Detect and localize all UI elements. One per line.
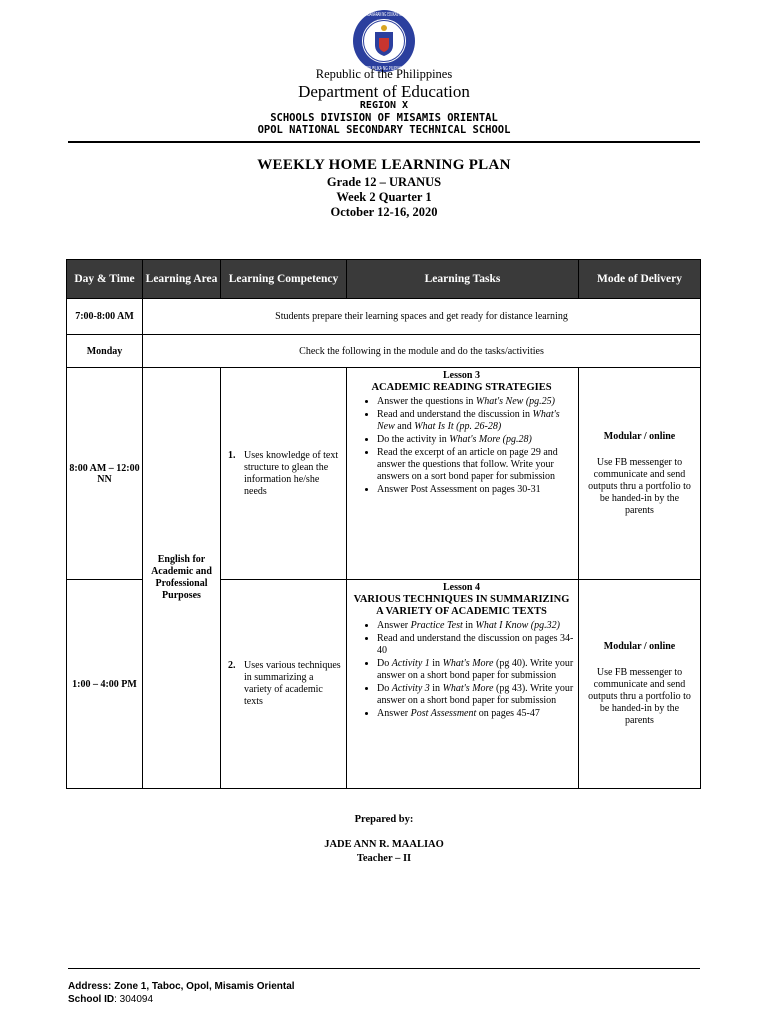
table-row bbox=[67, 335, 701, 368]
list-item: • Do Activity 3 in What's More (pg 43). Write your answer on a short bond paper for submission bbox=[377, 683, 574, 707]
competency-text: Uses knowledge of text structure to glean the information he/she needs bbox=[244, 449, 339, 497]
learning-area-cell: English for Academic and Professional Purposes bbox=[143, 368, 221, 789]
table-row bbox=[67, 299, 701, 335]
mode-text: Use FB messenger to communicate and send outputs thru a portfolio to be handed-in by the parents bbox=[588, 456, 691, 516]
list-item: • Read and understand the discussion on pages 34-40 bbox=[377, 633, 574, 657]
lesson-title: ACADEMIC READING STRATEGIES bbox=[371, 381, 552, 393]
region-label: REGION X bbox=[359, 100, 409, 111]
am-competency-cell bbox=[221, 368, 347, 580]
address-text: Zone 1, Taboc, Opol, Misamis Oriental bbox=[114, 981, 295, 992]
division-label: SCHOOLS DIVISION OF MISAMIS ORIENTAL bbox=[270, 112, 498, 124]
list-item: • Answer Post Assessment on pages 45-47 bbox=[377, 708, 574, 720]
competency-text: Uses various techniques in summarizing a variety of academic texts bbox=[244, 660, 341, 707]
prepared-by-label: Prepared by: bbox=[354, 814, 414, 825]
seal-text-bottom: REPUBLIKA NG PILIPINAS bbox=[364, 66, 404, 72]
teacher-name: JADE ANN R. MAALIAO bbox=[324, 839, 444, 850]
pm-time-cell: 1:00 – 4:00 PM bbox=[67, 580, 143, 789]
mode-text: Use FB messenger to communicate and send outputs thru a portfolio to be handed-in by the parents bbox=[588, 667, 691, 726]
competency-number: 1. bbox=[228, 449, 236, 461]
department-title: Department of Education bbox=[298, 82, 470, 101]
table-header-row bbox=[67, 260, 701, 299]
footer-divider bbox=[68, 968, 700, 969]
header-divider bbox=[68, 141, 700, 143]
header-mode-of-delivery: Mode of Delivery bbox=[579, 260, 701, 299]
task-list bbox=[349, 396, 574, 496]
pm-competency-cell bbox=[221, 580, 347, 789]
mode-title: Modular / online bbox=[603, 641, 676, 652]
am-mode-cell bbox=[579, 368, 701, 580]
header-learning-area: Learning Area bbox=[143, 260, 221, 299]
plan-title: WEEKLY HOME LEARNING PLAN bbox=[257, 157, 511, 173]
school-id-value: : 304094 bbox=[114, 994, 154, 1005]
list-item: • Read the excerpt of an article on page 29 and answer the questions that follow. Write your answers on a sort bond paper for submission bbox=[377, 447, 574, 483]
header-learning-tasks: Learning Tasks bbox=[347, 260, 579, 299]
address-label: Address: bbox=[68, 981, 112, 992]
list-item: • Answer Practice Test in What I Know (pg.32) bbox=[377, 620, 574, 632]
am-time-cell: 8:00 AM – 12:00 NN bbox=[67, 368, 143, 580]
deped-seal-logo bbox=[351, 8, 417, 74]
list-item: • Do the activity in What's More (pg.28) bbox=[377, 434, 574, 446]
list-item: • Read and understand the discussion in What's New and What Is It (pp. 26-28) bbox=[377, 409, 574, 433]
list-item: • Answer the questions in What's New (pg.25) bbox=[377, 396, 574, 408]
date-range: October 12-16, 2020 bbox=[330, 205, 438, 219]
competency-number: 2. bbox=[228, 660, 236, 671]
mode-title: Modular / online bbox=[603, 430, 676, 442]
learning-plan-table bbox=[66, 259, 701, 789]
table-row-am bbox=[67, 368, 701, 580]
monday-day-cell: Monday bbox=[67, 335, 143, 368]
prep-instructions-cell: Students prepare their learning spaces and get ready for distance learning bbox=[143, 299, 701, 335]
header-day-time: Day & Time bbox=[67, 260, 143, 299]
footer-address bbox=[68, 981, 295, 992]
list-item: • Do Activity 1 in What's More (pg 40). Write your answer on a short bond paper for submission bbox=[377, 658, 574, 682]
school-id-label: School ID bbox=[68, 994, 115, 1005]
header-learning-competency: Learning Competency bbox=[221, 260, 347, 299]
lesson-label: Lesson 4 bbox=[443, 582, 480, 593]
republic-label: Republic of the Philippines bbox=[315, 67, 453, 81]
am-tasks-cell bbox=[347, 368, 579, 580]
teacher-position: Teacher – II bbox=[356, 853, 412, 864]
list-item: • Answer Post Assessment on pages 30-31 bbox=[377, 484, 574, 496]
school-name: OPOL NATIONAL SECONDARY TECHNICAL SCHOOL bbox=[257, 124, 511, 136]
lesson-title: VARIOUS TECHNIQUES IN SUMMARIZING A VARIETY OF ACADEMIC TEXTS bbox=[353, 593, 570, 617]
week-quarter: Week 2 Quarter 1 bbox=[336, 190, 432, 204]
pm-tasks-cell bbox=[347, 580, 579, 789]
pm-mode-cell bbox=[579, 580, 701, 789]
task-list bbox=[349, 620, 574, 720]
grade-section: Grade 12 – URANUS bbox=[326, 175, 442, 189]
monday-instructions-cell: Check the following in the module and do the tasks/activities bbox=[143, 335, 701, 368]
footer-school-id bbox=[68, 994, 153, 1005]
lesson-label: Lesson 3 bbox=[443, 370, 480, 381]
prep-time-cell: 7:00-8:00 AM bbox=[67, 299, 143, 335]
seal-text-top: KAGAWARAN NG EDUKASYON bbox=[364, 12, 405, 18]
